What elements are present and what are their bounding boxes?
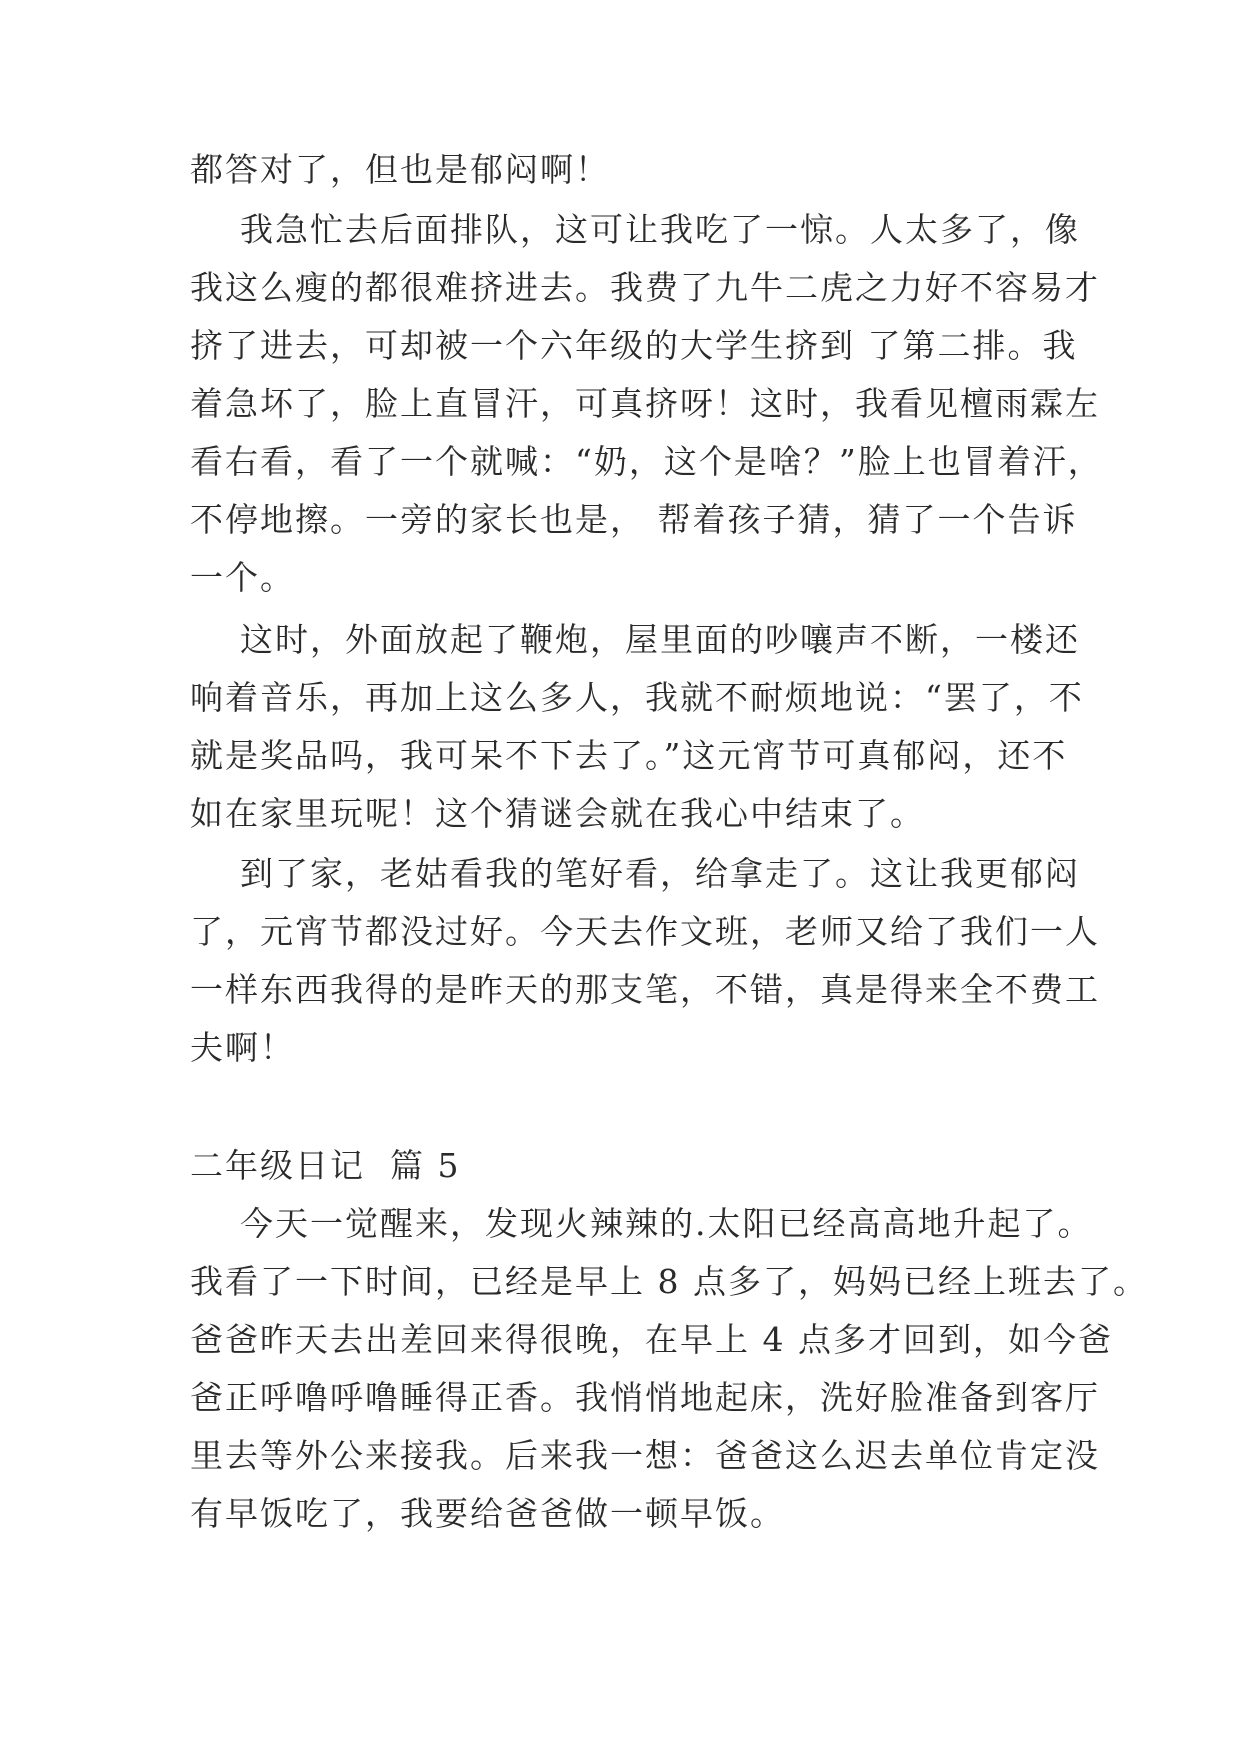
text-line: 了，元宵节都没过好。今天去作文班，老师又给了我们一人 xyxy=(190,912,1100,951)
text-line: 就是奖品吗，我可呆不下去了。”这元宵节可真郁闷，还不 xyxy=(190,736,1068,775)
text-line: 都答对了，但也是郁闷啊！ xyxy=(190,150,610,189)
text-line: 到了家，老姑看我的笔好看，给拿走了。这让我更郁闷 xyxy=(190,854,1080,893)
text-line: 有早饭吃了，我要给爸爸做一顿早饭。 xyxy=(190,1494,785,1533)
text-line: 今天一觉醒来，发现火辣辣的.太阳已经高高地升起了。 xyxy=(190,1204,1093,1243)
text-line: 一样东西我得的是昨天的那支笔，不错，真是得来全不费工 xyxy=(190,970,1100,1009)
text-line: 夫啊！ xyxy=(190,1028,295,1067)
text-line: 一个。 xyxy=(190,558,295,597)
text-line: 挤了进去，可却被一个六年级的大学生挤到 了第二排。我 xyxy=(190,326,1078,365)
text-line: 里去等外公来接我。后来我一想：爸爸这么迟去单位肯定没 xyxy=(190,1436,1100,1475)
section-heading: 二年级日记 篇 5 xyxy=(190,1146,461,1185)
text-line: 爸爸昨天去出差回来得很晚，在早上 4 点多才回到，如今爸 xyxy=(190,1320,1113,1359)
text-line: 我这么瘦的都很难挤进去。我费了九牛二虎之力好不容易才 xyxy=(190,268,1100,307)
text-line: 看右看，看了一个就喊：“奶，这个是啥？”脸上也冒着汗， xyxy=(190,442,1103,481)
text-line: 我急忙去后面排队，这可让我吃了一惊。人太多了，像 xyxy=(190,210,1080,249)
text-line: 响着音乐，再加上这么多人，我就不耐烦地说：“罢了，不 xyxy=(190,678,1084,717)
text-line: 不停地擦。一旁的家长也是， 帮着孩子猜，猜了一个告诉 xyxy=(190,500,1078,539)
text-line: 这时，外面放起了鞭炮，屋里面的吵嚷声不断，一楼还 xyxy=(190,620,1080,659)
text-line: 如在家里玩呢！这个猜谜会就在我心中结束了。 xyxy=(190,794,925,833)
text-line: 着急坏了，脸上直冒汗，可真挤呀！这时，我看见檀雨霖左 xyxy=(190,384,1100,423)
text-line: 我看了一下时间，已经是早上 8 点多了，妈妈已经上班去了。 xyxy=(190,1262,1148,1301)
text-line: 爸正呼噜呼噜睡得正香。我悄悄地起床，洗好脸准备到客厅 xyxy=(190,1378,1100,1417)
